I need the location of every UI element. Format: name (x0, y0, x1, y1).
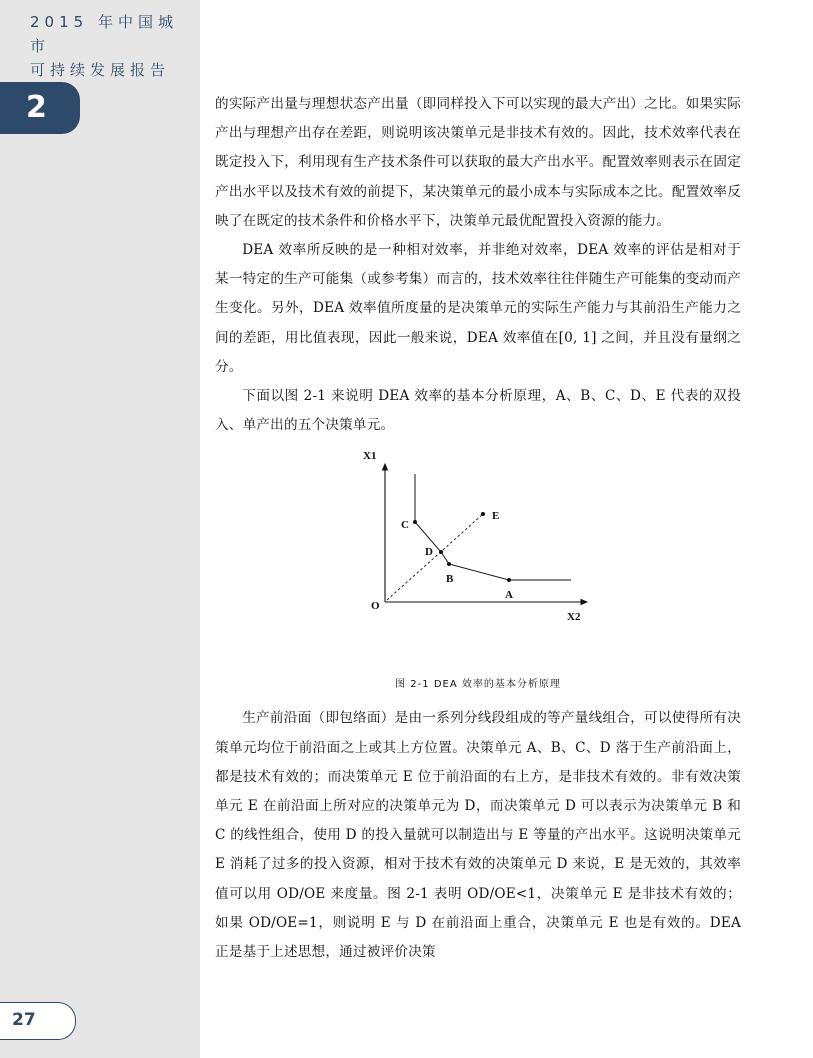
dea-diagram (215, 442, 741, 674)
point-d (439, 550, 443, 554)
paragraph-3: 下面以图 2-1 来说明 DEA 效率的基本分析原理，A、B、C、D、E 代表的双投入、单产出的五个决策单元。 (215, 388, 741, 434)
point-b (447, 562, 451, 566)
figure-caption: 图 2-1 DEA 效率的基本分析原理 (395, 679, 561, 691)
book-title (30, 10, 190, 82)
frontier-line (415, 474, 571, 580)
point-a (507, 578, 511, 582)
paragraph-4: 生产前沿面（即包络面）是由一系列分线段组成的等产量线组合，可以使得所有决策单元均位于前沿面之上或其上方位置。决策单元 A、B、C、D 落于生产前沿面上，都是技术有效的；而决策单元 E 位于前沿面的右上方，是非技术有效的。非有效决策单元 E 在前沿面上所对应的决策单元为 D，而决策单元 D 可以表示为决策单元 B 和 C 的线性组合，使用 D 的投入量就可以制造出与 E 等量的产出水平。这说明决策单元 E 消耗了过多的投入资源，相对于技术有效的决策单元 D 来说，E 是无效的，其效率值可以用 OD/OE 来度量。图 2-1 表明 OD/OE<1，决策单元 E 是非技术有效的；如果 OD/OE=1，则说明 E 与 D 在前沿面上重合，决策单元 E 也是有效的。DEA 正是基于上述思想，通过被评价决策 (215, 710, 741, 961)
label-x1: X1 (363, 450, 377, 463)
label-b: B (446, 573, 454, 586)
label-e: E (492, 510, 500, 523)
figure-2-1 (215, 442, 741, 674)
book-title-line1: 2015 年中国城市 (30, 13, 178, 55)
label-o: O (371, 600, 380, 613)
paragraph-1: 的实际产出量与理想状态产出量（即同样投入下可以实现的最大产出）之比。如果实际产出与理想产出存在差距，则说明该决策单元是非技术有效的。因此，技术效率代表在既定投入下，利用现有生产技术条件可以获取的最大产出水平。配置效率则表示在固定产出水平以及技术有效的前提下，某决策单元的最小成本与实际成本之比。配置效率反映了在既定的技术条件和价格水平下，决策单元最优配置投入资源的能力。 (215, 96, 741, 229)
paragraph-2: DEA 效率所反映的是一种相对效率，并非绝对效率，DEA 效率的评估是相对于某一特定的生产可能集（或参考集）而言的，技术效率往往伴随生产可能集的变动而产生变化。另外，DEA 效率值所度量的是决策单元的实际生产能力与其前沿生产能力之间的差距，用比值表现，因此一般来说，DEA 效率值在[0, 1] 之间，并且没有量纲之分。 (215, 242, 741, 375)
point-e (481, 512, 485, 516)
label-c: C (401, 519, 409, 532)
main-content (215, 90, 741, 967)
page-number: 27 (0, 1002, 76, 1040)
point-c (413, 520, 417, 524)
label-x2: X2 (567, 611, 581, 624)
sidebar (0, 0, 200, 1058)
book-title-line2: 可持续发展报告 (30, 61, 171, 79)
label-a: A (505, 589, 513, 602)
label-d: D (425, 546, 433, 559)
chapter-number-tab: 2 (0, 82, 80, 134)
